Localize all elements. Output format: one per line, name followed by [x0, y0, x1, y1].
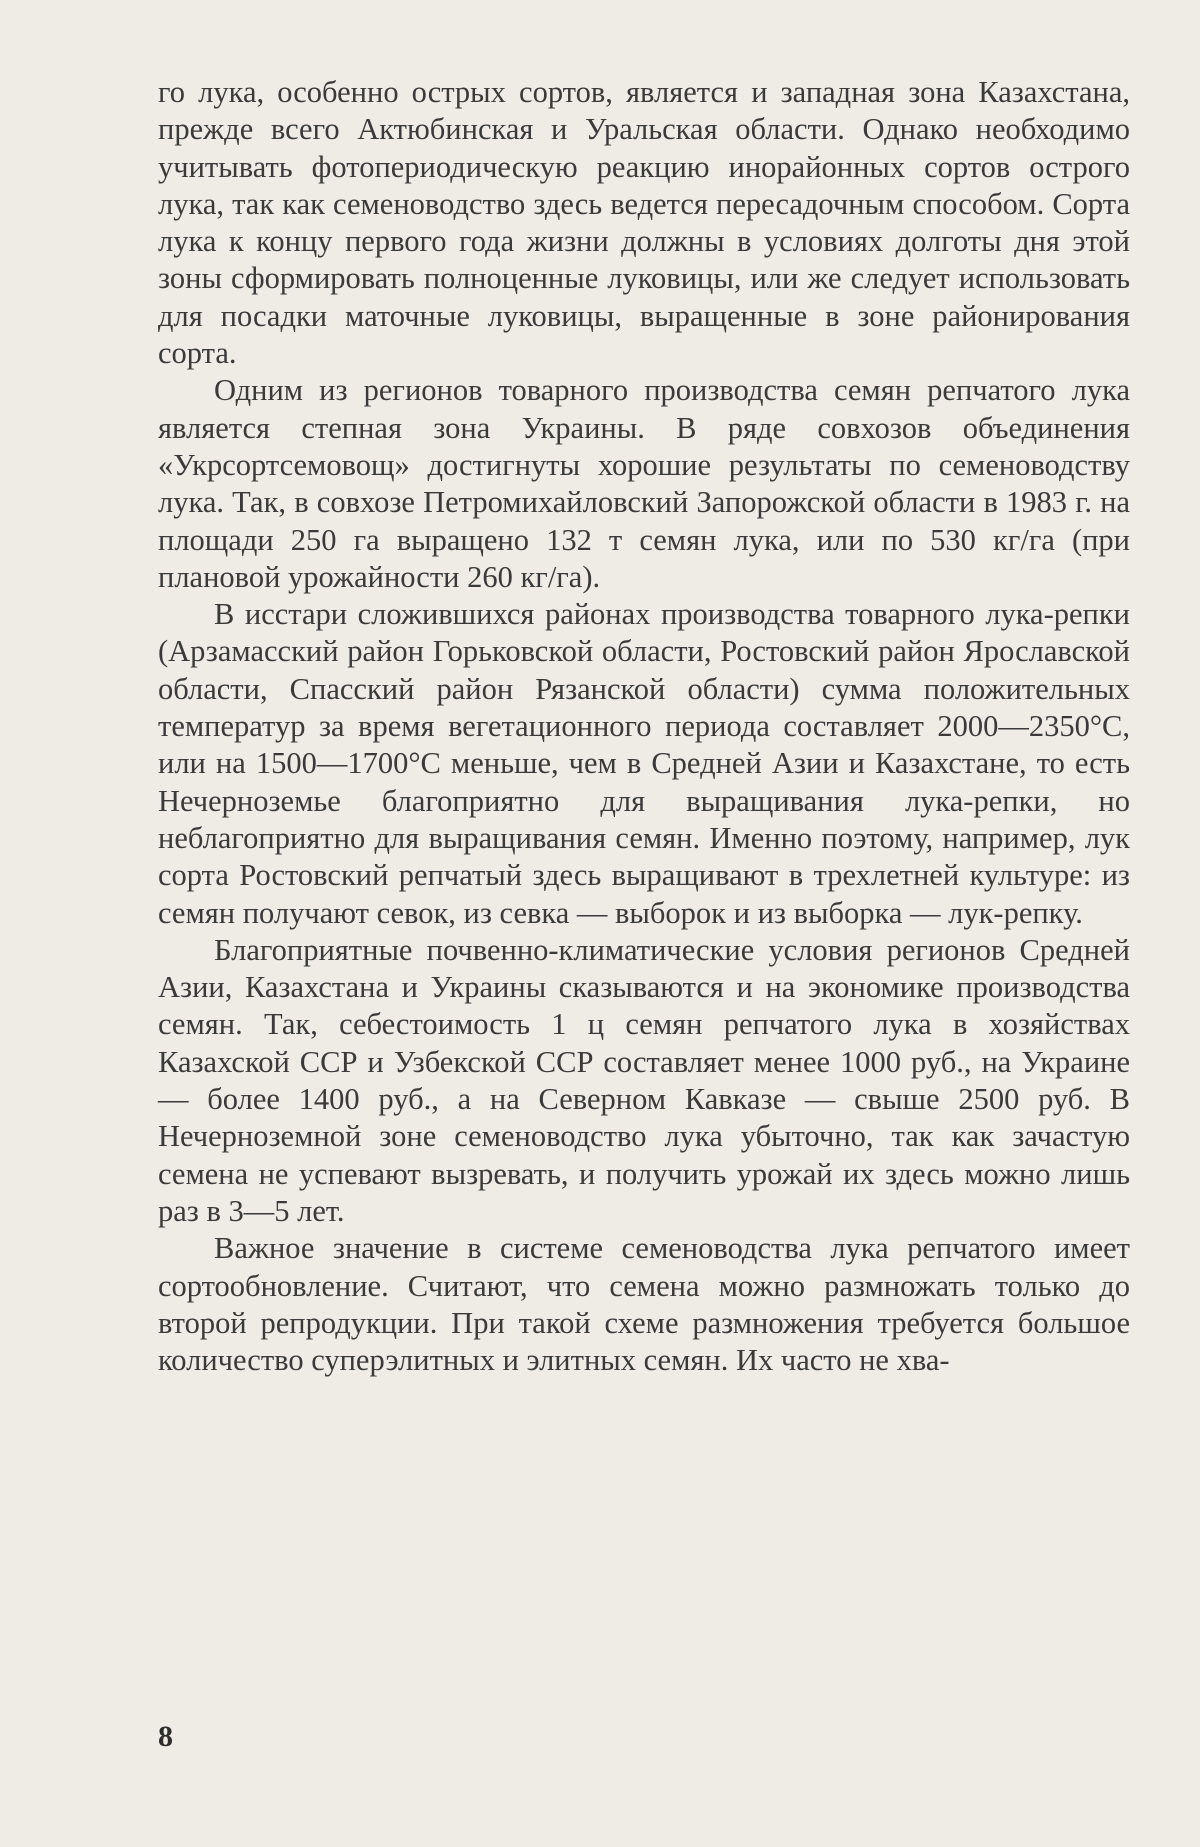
page-number: 8 — [158, 1720, 173, 1753]
body-text — [158, 74, 1130, 1379]
paragraph-5: Важное значение в системе семеноводства лука репчатого имеет сортообновление. Считают, что семена можно размножать только до второй репродукции. При такой схеме размножения требуется большое количество суперэлитных и элитных семян. Их часто не хва- — [158, 1231, 1130, 1378]
paragraph-1: го лука, особенно острых сортов, является и западная зона Казахстана, прежде всего Актюбинская и Уральская области. Однако необходимо учитывать фотопериодическую реакцию инорайонных сортов острого лука, так как семеноводство здесь ведется пересадочным способом. Сорта лука к концу первого года жизни должны в условиях долготы дня этой зоны сформировать полноценные луковицы, или же следует использовать для посадки маточные луковицы, выращенные в зоне районирования сорта. — [158, 75, 1130, 371]
paragraph-3: В исстари сложившихся районах производства товарного лука-репки (Арзамасский район Горьковской области, Ростовский район Ярославской области, Спасский район Рязанской области) сумма положительных температур за время вегетационного периода составляет 2000—2350°С, или на 1500—1700°С меньше, чем в Средней Азии и Казахстане, то есть Нечерноземье благоприятно для выращивания лука-репки, но неблагоприятно для выращивания семян. Именно поэтому, например, лук сорта Ростовский репчатый здесь выращивают в трехлетней культуре: из семян получают севок, из севка — выборок и из выборка — лук-репку. — [158, 597, 1130, 930]
paragraph-2: Одним из регионов товарного производства семян репчатого лука является степная зона Украины. В ряде совхозов объединения «Укрсортсемовощ» достигнуты хорошие результаты по семеноводству лука. Так, в совхозе Петромихайловский Запорожской области в 1983 г. на площади 250 га выращено 132 т семян лука, или по 530 кг/га (при плановой урожайности 260 кг/га). — [158, 373, 1130, 594]
paragraph-4: Благоприятные почвенно-климатические условия регионов Средней Азии, Казахстана и Украины сказываются и на экономике производства семян. Так, себестоимость 1 ц семян репчатого лука в хозяйствах Казахской ССР и Узбекской ССР составляет менее 1000 руб., на Украине — более 1400 руб., а на Северном Кавказе — свыше 2500 руб. В Нечерноземной зоне семеноводство лука убыточно, так как зачастую семена не успевают вызревать, и получить урожай их здесь можно лишь раз в 3—5 лет. — [158, 932, 1130, 1228]
